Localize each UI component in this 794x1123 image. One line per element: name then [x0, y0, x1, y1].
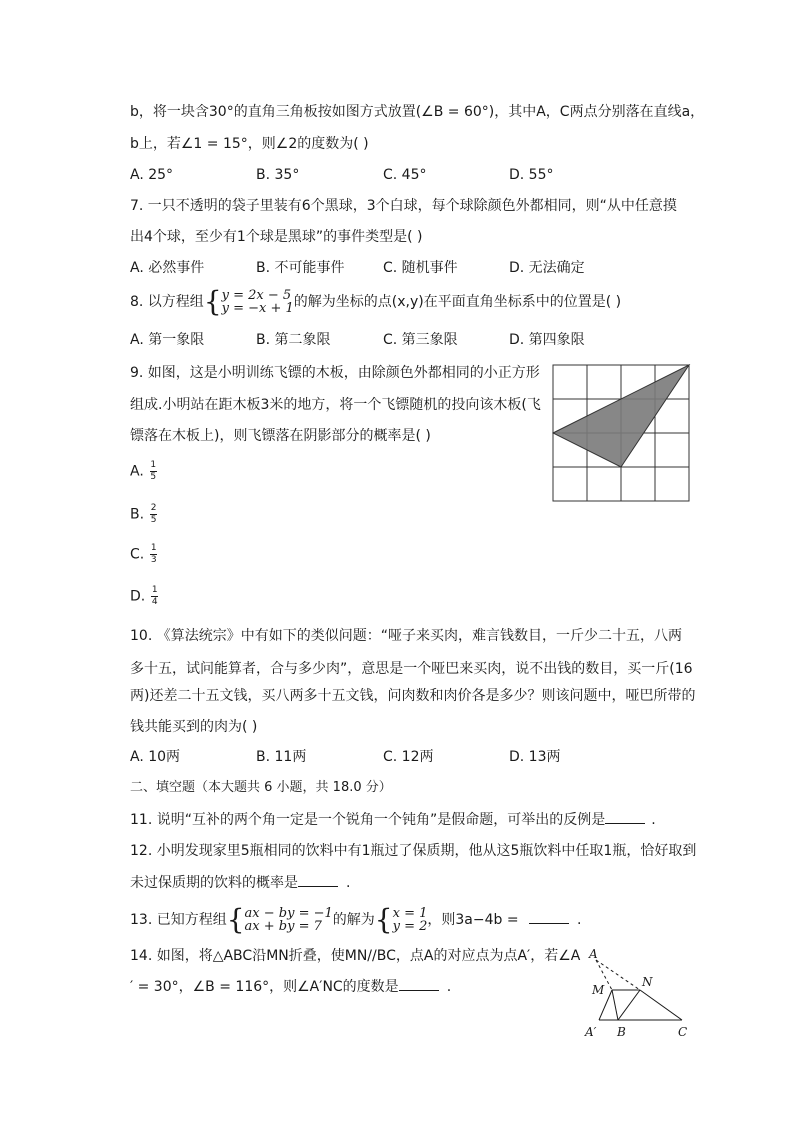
- q14-line1: 14. 如图，将△ABC沿MN折叠，使MN//BC，点A的对应点为点A′，若∠A: [130, 948, 581, 964]
- q9-option-d[interactable]: D. $\frac{1}{4}$: [130, 585, 158, 607]
- label-M: M: [592, 983, 605, 997]
- q8-option-b[interactable]: B. 第二象限: [256, 332, 331, 348]
- q8-prefix: 8. 以方程组: [130, 294, 204, 310]
- q9-option-b[interactable]: B. $\frac{2}{5}$: [130, 503, 157, 525]
- q14-answer-blank[interactable]: [399, 976, 439, 991]
- q7-option-c[interactable]: C. 随机事件: [383, 260, 458, 276]
- q7-line2: 出4个球，至少有1个球是黑球”的事件类型是( ): [130, 229, 423, 245]
- label-A: A: [589, 947, 598, 961]
- q12-answer-blank[interactable]: [298, 872, 338, 887]
- q10-option-d[interactable]: D. 13两: [509, 749, 561, 765]
- q8-line: [130, 285, 622, 318]
- q7-option-b[interactable]: B. 不可能事件: [256, 260, 345, 276]
- q6-line2: b上，若∠1 = 15°，则∠2的度数为( ): [130, 136, 369, 152]
- dartboard-figure: [552, 364, 692, 502]
- q13-answer-blank[interactable]: [529, 909, 569, 924]
- q10-option-c[interactable]: C. 12两: [383, 749, 434, 765]
- q10-line3: 两)还差二十五文钱，买八两多十五文钱，问肉数和肉价各是多少？则该问题中，哑巴所带的: [130, 688, 696, 704]
- q13-solution: { x = 1 y = 2: [374, 903, 428, 936]
- q6-option-b[interactable]: B. 35°: [256, 167, 300, 183]
- q8-suffix: 的解为坐标的点(x,y)在平面直角坐标系中的位置是( ): [293, 294, 622, 310]
- q8-option-c[interactable]: C. 第三象限: [383, 332, 458, 348]
- q7-line1: 7. 一只不透明的袋子里装有6个黑球，3个白球，每个球除颜色外都相同，则“从中任意摸: [130, 198, 677, 214]
- label-N: N: [642, 975, 653, 989]
- q12-line1: 12. 小明发现家里5瓶相同的饮料中有1瓶过了保质期，他从这5瓶饮料中任取1瓶，恰好取到: [130, 843, 697, 859]
- q11-line: 11. 说明“互补的两个角一定是一个锐角一个钝角”是假命题，可举出的反例是 .: [130, 809, 656, 830]
- label-C: C: [678, 1025, 688, 1038]
- q10-option-a[interactable]: A. 10两: [130, 749, 181, 765]
- q9-line2: 组成.小明站在距木板3米的地方，将一个飞镖随机的投向该木板(飞: [130, 397, 541, 413]
- q7-option-d[interactable]: D. 无法确定: [509, 260, 585, 276]
- label-A-prime: A′: [585, 1025, 597, 1038]
- fold-triangle-figure: [578, 944, 692, 1038]
- q10-line1: 10. 《算法统宗》中有如下的类似问题：“哑子来买肉，难言钱数目，一斤少二十五，八两: [130, 628, 682, 644]
- q10-option-b[interactable]: B. 11两: [256, 749, 307, 765]
- q9-option-a[interactable]: A. $\frac{1}{5}$: [130, 460, 157, 482]
- q13-system: { ax − by = −1 ax + by = 7: [226, 903, 333, 936]
- q7-option-a[interactable]: A. 必然事件: [130, 260, 205, 276]
- section-heading-fill-in: 二、填空题（本大题共 6 小题，共 18.0 分）: [130, 780, 392, 795]
- q12-line2: 未过保质期的饮料的概率是 .: [130, 872, 350, 893]
- label-B: B: [617, 1025, 626, 1038]
- q8-option-d[interactable]: D. 第四象限: [509, 332, 585, 348]
- q9-option-c[interactable]: C. $\frac{1}{3}$: [130, 543, 157, 565]
- q6-option-d[interactable]: D. 55°: [509, 167, 554, 183]
- q14-line2: ′ = 30°，∠B = 116°，则∠A′NC的度数是 .: [130, 976, 451, 997]
- q6-option-c[interactable]: C. 45°: [383, 167, 427, 183]
- q8-eq2: y = −x + 1: [221, 301, 294, 316]
- q8-eq1: y = 2x − 5: [221, 288, 292, 303]
- q8-system: { y = 2x − 5 y = −x + 1: [203, 285, 294, 318]
- q8-option-a[interactable]: A. 第一象限: [130, 332, 205, 348]
- q13-line: 13. 已知方程组 { ax − by = −1 ax + by = 7 的解为 { x = 1 y = 2 ，则3a−4b = .: [130, 903, 582, 936]
- q10-line4: 钱共能买到的肉为( ): [130, 719, 258, 735]
- q6-line1: b，将一块含30°的直角三角板按如图方式放置(∠B = 60°)，其中A，C两点分别落在直线a，: [130, 104, 705, 120]
- q9-line1: 9. 如图，这是小明训练飞镖的木板，由除颜色外都相同的小正方形: [130, 365, 540, 381]
- q11-answer-blank[interactable]: [605, 809, 645, 824]
- q6-option-a[interactable]: A. 25°: [130, 167, 174, 183]
- q9-line3: 镖落在木板上)，则飞镖落在阴影部分的概率是( ): [130, 428, 431, 444]
- q10-line2: 多十五，试问能算者，合与多少肉”，意思是一个哑巴来买肉，说不出钱的数目，买一斤(16: [130, 661, 693, 677]
